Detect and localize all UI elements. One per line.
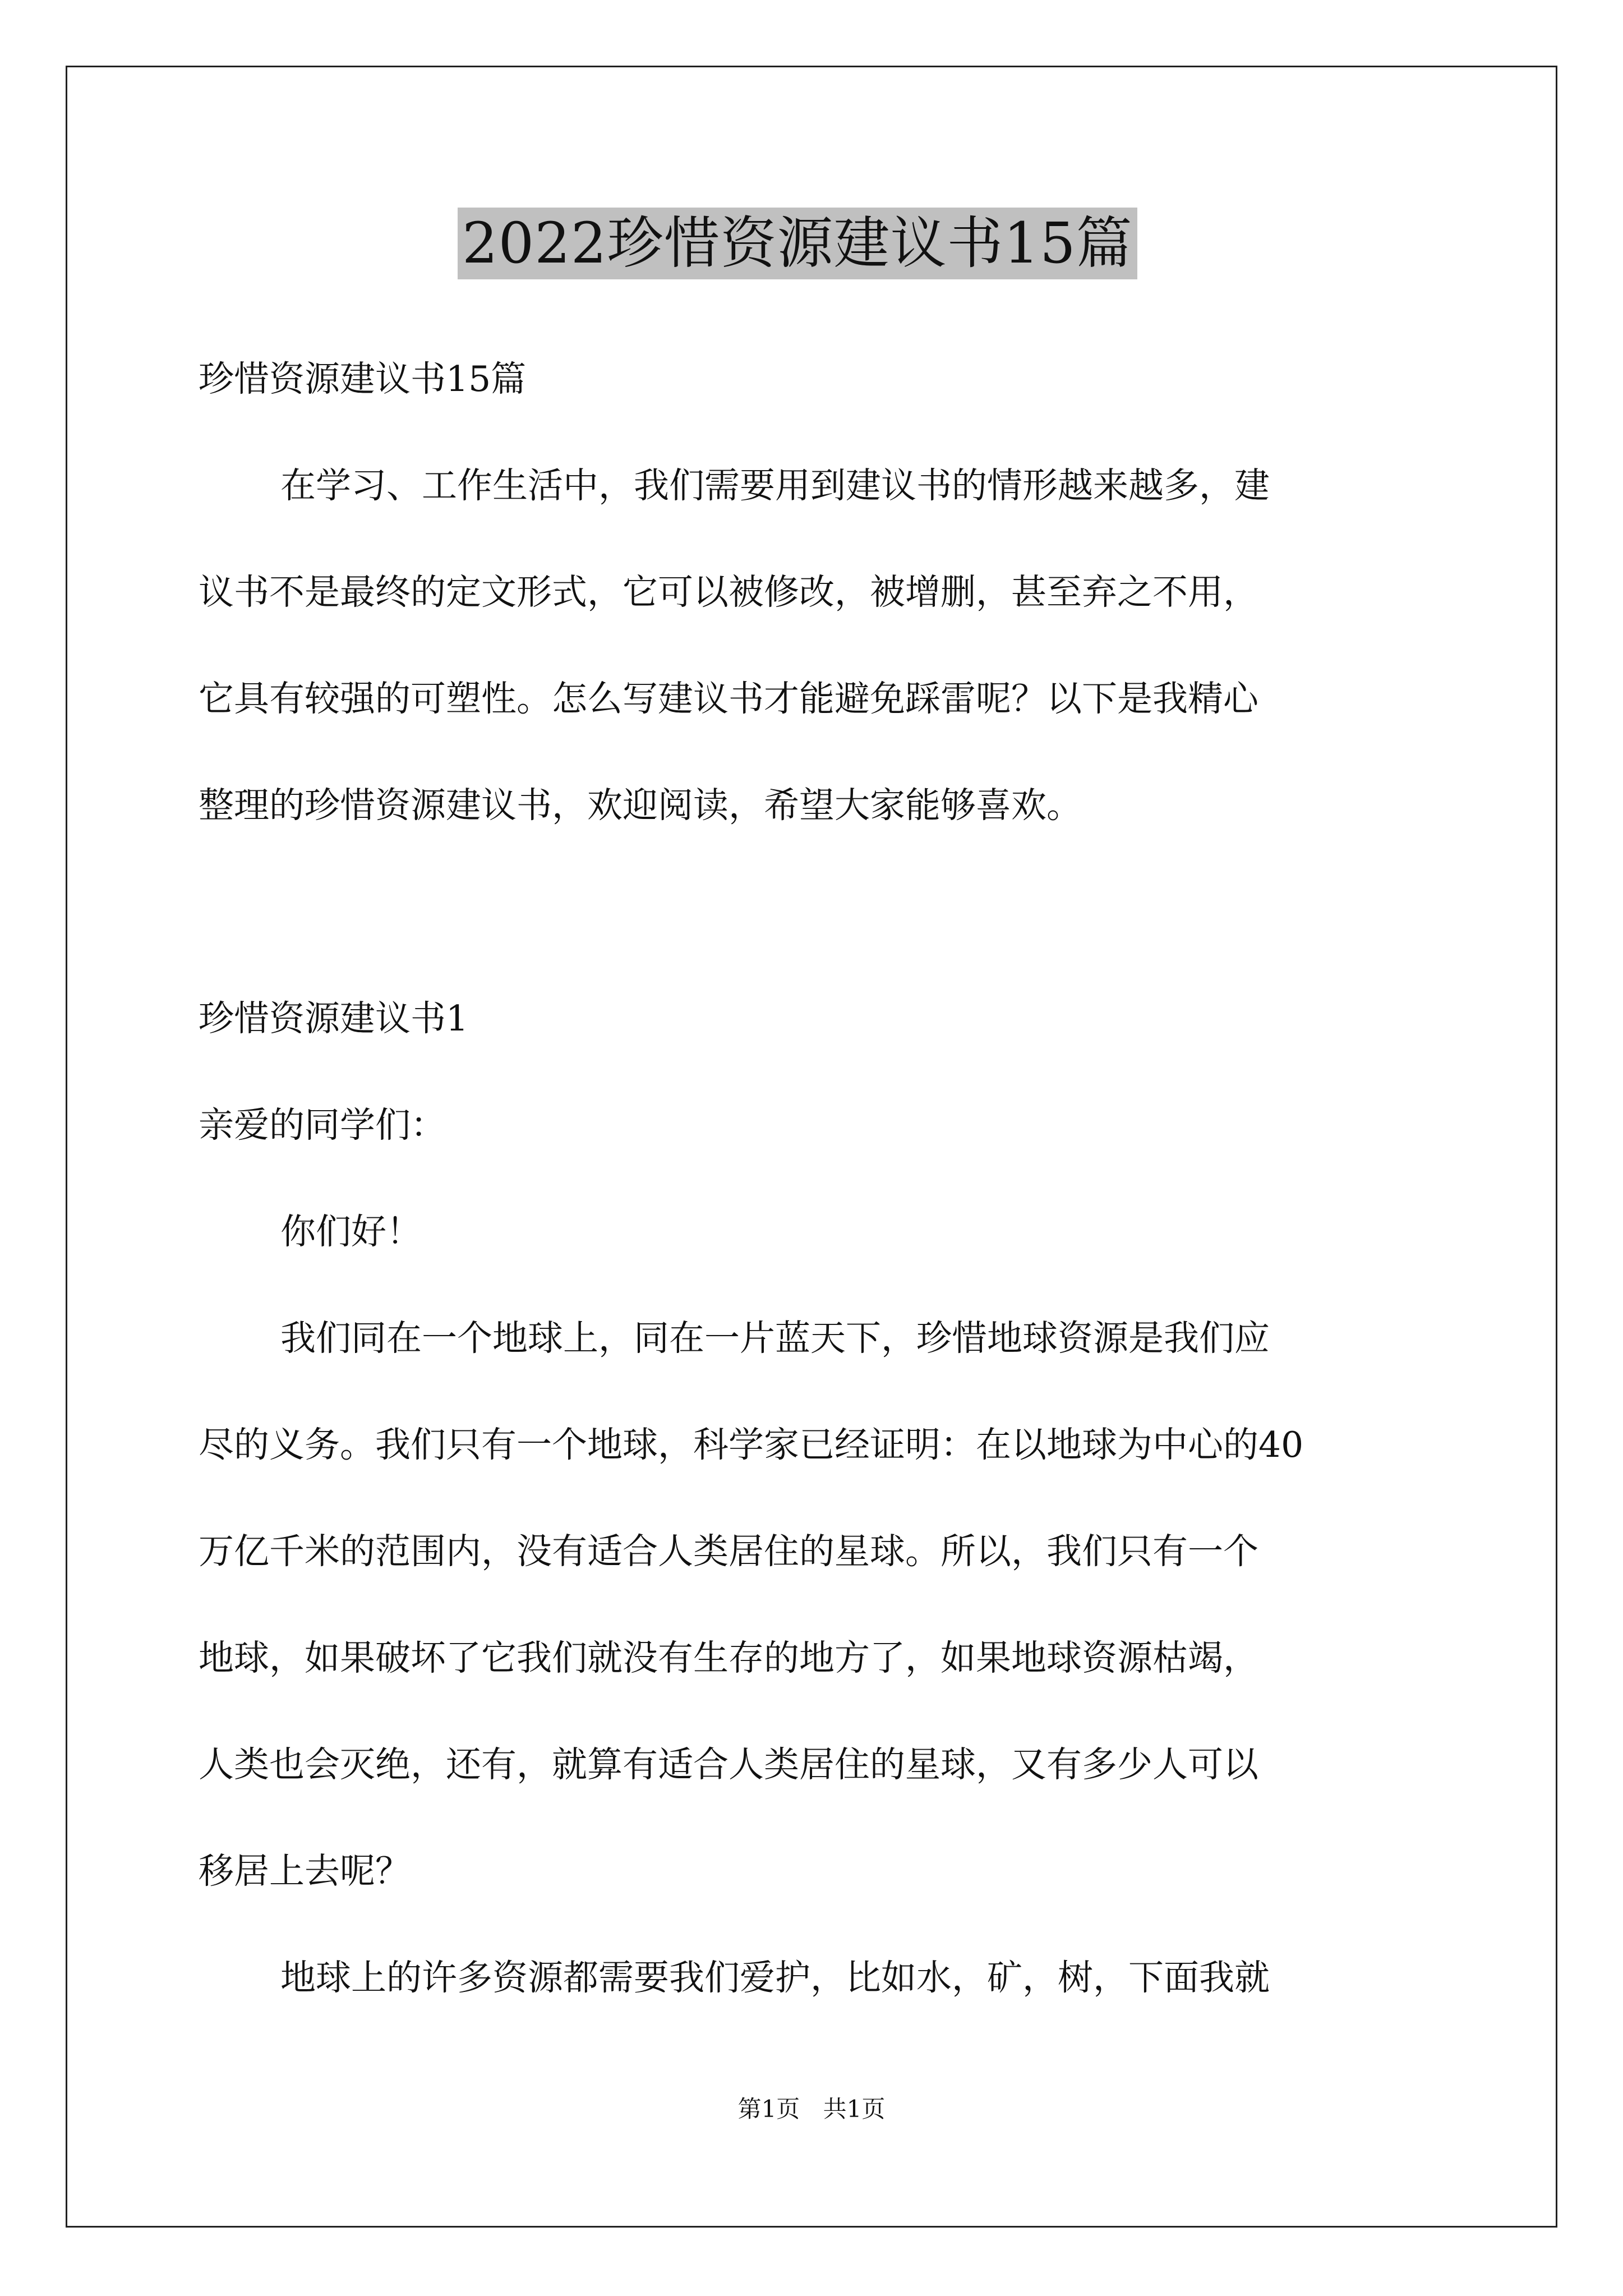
page-total: 共1页 [823, 2095, 886, 2123]
subtitle: 珍惜资源建议书15篇 [199, 358, 527, 399]
intro-line-1: 在学习、工作生活中，我们需要用到建议书的情形越来越多，建 [280, 465, 1270, 506]
paragraph-line: 地球上的许多资源都需要我们爱护，比如水，矿，树，下面我就 [280, 1957, 1270, 1998]
intro-line-3: 它具有较强的可塑性。怎么写建议书才能避免踩雷呢？以下是我精心 [199, 678, 1258, 719]
greeting: 你们好！ [280, 1211, 422, 1252]
paragraph-line: 地球，如果破坏了它我们就没有生存的地方了，如果地球资源枯竭， [199, 1637, 1258, 1678]
document-title: 2022珍惜资源建议书15篇 [458, 208, 1137, 279]
page-number: 第1页 [737, 2095, 800, 2123]
paragraph-line: 尽的义务。我们只有一个地球，科学家已经证明：在以地球为中心的40 [199, 1424, 1304, 1465]
paragraph-line: 移居上去呢？ [199, 1851, 411, 1892]
intro-line-4: 整理的珍惜资源建议书，欢迎阅读，希望大家能够喜欢。 [199, 785, 1082, 826]
page-footer [0, 2092, 1623, 2126]
salutation: 亲爱的同学们： [199, 1105, 446, 1145]
paragraph-line: 人类也会灭绝，还有，就算有适合人类居住的星球，又有多少人可以 [199, 1744, 1258, 1785]
section-heading: 珍惜资源建议书1 [199, 998, 469, 1039]
paragraph-line: 我们同在一个地球上，同在一片蓝天下，珍惜地球资源是我们应 [280, 1318, 1270, 1359]
paragraph-line: 万亿千米的范围内，没有适合人类居住的星球。所以，我们只有一个 [199, 1531, 1258, 1572]
intro-line-2: 议书不是最终的定文形式，它可以被修改，被增删，甚至弃之不用， [199, 572, 1258, 613]
